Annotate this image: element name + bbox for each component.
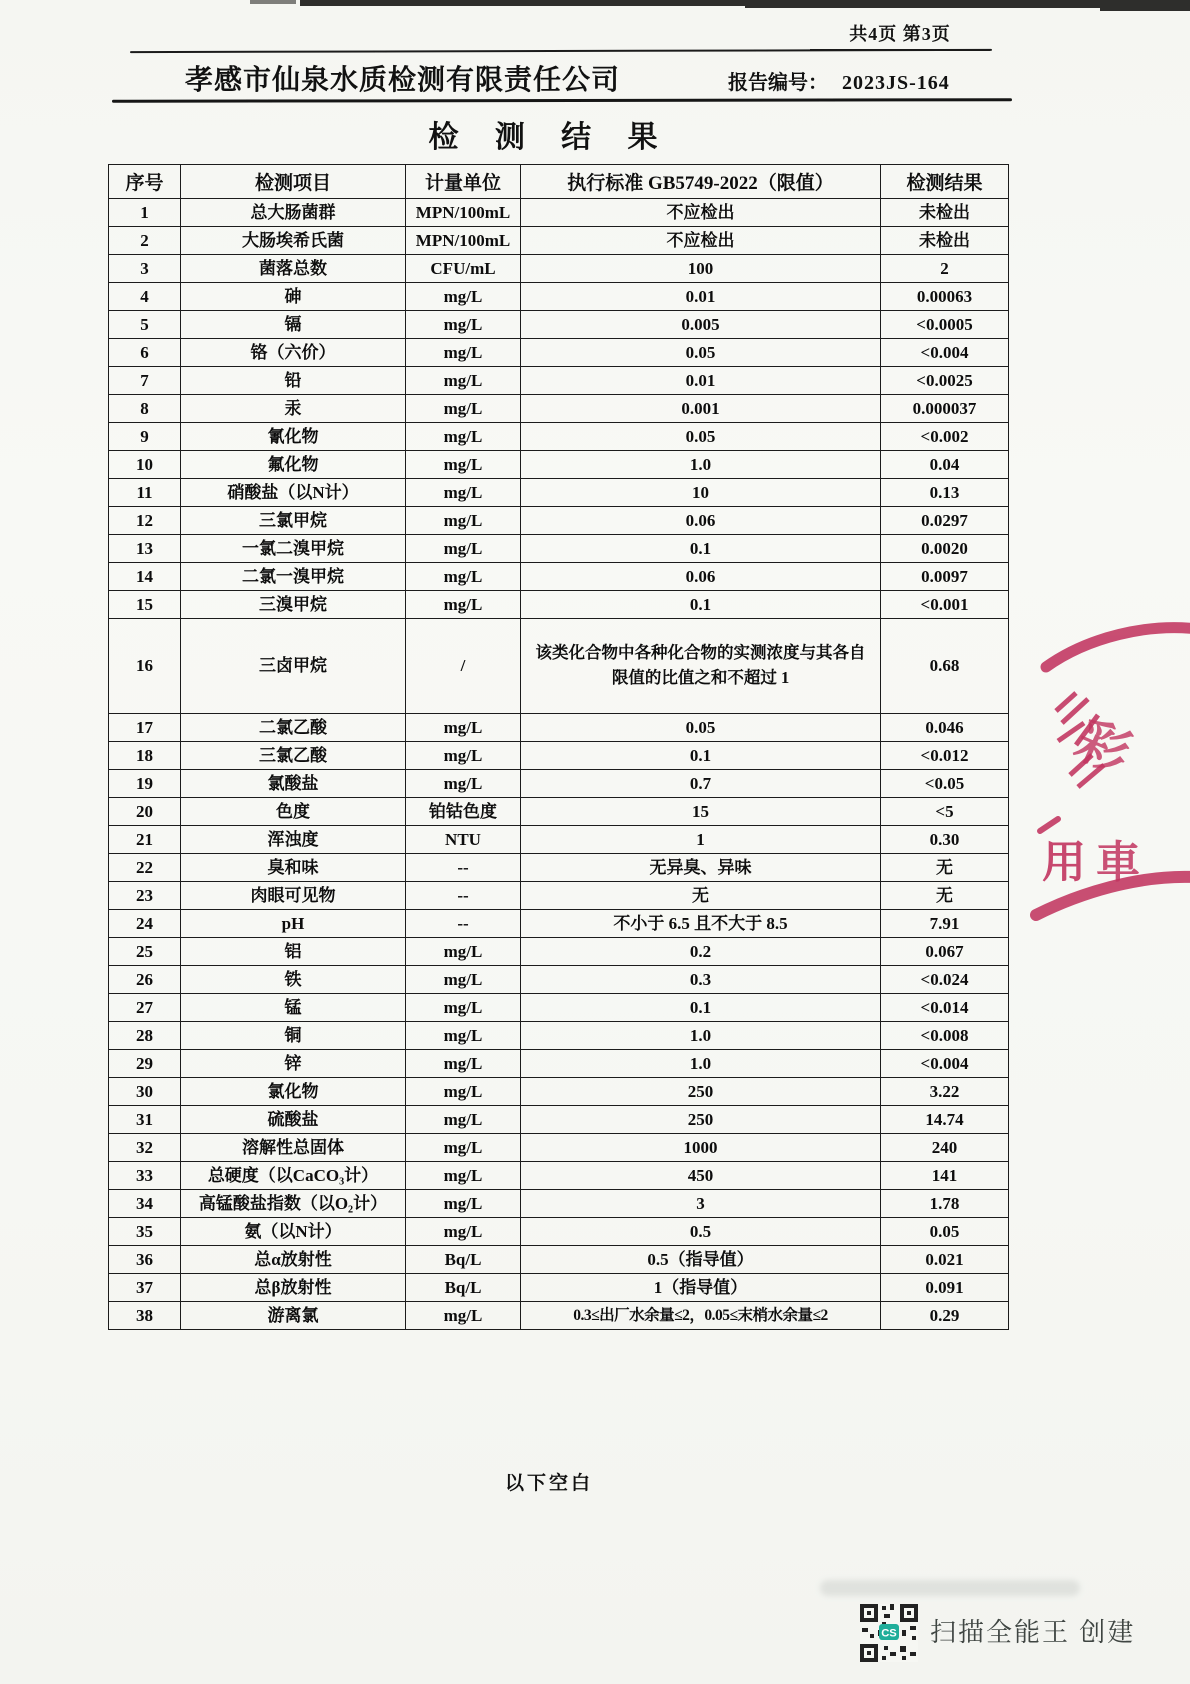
cell-seq: 4 <box>109 283 181 311</box>
cell-unit: mg/L <box>406 367 521 395</box>
cell-seq: 36 <box>109 1246 181 1274</box>
cell-result: 0.091 <box>881 1274 1009 1302</box>
cell-seq: 23 <box>109 882 181 910</box>
cell-standard: 0.05 <box>521 714 881 742</box>
table-row <box>109 535 1009 563</box>
cell-unit: mg/L <box>406 507 521 535</box>
cell-result: 无 <box>881 854 1009 882</box>
cell-result: 0.046 <box>881 714 1009 742</box>
cell-standard: 0.1 <box>521 994 881 1022</box>
cell-seq: 21 <box>109 826 181 854</box>
cell-seq: 29 <box>109 1050 181 1078</box>
scan-smudge <box>820 1580 1080 1596</box>
cell-standard: 无异臭、异味 <box>521 854 881 882</box>
below-blank-note: 以下空白 <box>505 1473 594 1494</box>
cell-seq: 30 <box>109 1078 181 1106</box>
cell-item: 总大肠菌群 <box>181 199 406 227</box>
cell-item: 大肠埃希氏菌 <box>181 227 406 255</box>
cell-seq: 11 <box>109 479 181 507</box>
cell-standard: 0.001 <box>521 395 881 423</box>
table-row <box>109 1274 1009 1302</box>
cell-standard: 0.5（指导值） <box>521 1246 881 1274</box>
col-header-result: 检测结果 <box>881 165 1009 199</box>
cell-unit: Bq/L <box>406 1274 521 1302</box>
cell-standard: 1000 <box>521 1134 881 1162</box>
cell-result: 无 <box>881 882 1009 910</box>
scan-artifact <box>300 0 750 6</box>
cell-seq: 19 <box>109 770 181 798</box>
cell-item: 肉眼可见物 <box>181 882 406 910</box>
cell-standard: 0.01 <box>521 367 881 395</box>
cell-seq: 3 <box>109 255 181 283</box>
table-row <box>109 1134 1009 1162</box>
cell-result: <0.012 <box>881 742 1009 770</box>
page-title: 检 测 结 果 <box>428 121 672 154</box>
cell-unit: mg/L <box>406 311 521 339</box>
cell-unit: mg/L <box>406 283 521 311</box>
cell-standard: 15 <box>521 798 881 826</box>
cell-result: <0.004 <box>881 339 1009 367</box>
cell-standard: 0.3 <box>521 966 881 994</box>
cell-result: 0.13 <box>881 479 1009 507</box>
table-row <box>109 1078 1009 1106</box>
cell-seq: 38 <box>109 1302 181 1330</box>
table-row <box>109 910 1009 938</box>
col-header-standard: 执行标准 GB5749-2022（限值） <box>521 165 881 199</box>
cell-seq: 1 <box>109 199 181 227</box>
cell-item: 三卤甲烷 <box>181 619 406 714</box>
cell-item: 菌落总数 <box>181 255 406 283</box>
cell-result: <0.0005 <box>881 311 1009 339</box>
cell-item: 铅 <box>181 367 406 395</box>
cell-item: 一氯二溴甲烷 <box>181 535 406 563</box>
cell-seq: 27 <box>109 994 181 1022</box>
cell-unit: mg/L <box>406 1050 521 1078</box>
cell-seq: 7 <box>109 367 181 395</box>
qr-code-icon <box>860 1604 918 1662</box>
cell-seq: 15 <box>109 591 181 619</box>
cell-unit: mg/L <box>406 479 521 507</box>
cell-seq: 25 <box>109 938 181 966</box>
cell-item: 游离氯 <box>181 1302 406 1330</box>
cell-item: 二氯一溴甲烷 <box>181 563 406 591</box>
cell-result: <0.014 <box>881 994 1009 1022</box>
svg-text:彩: 彩 <box>1067 710 1139 785</box>
cell-item: 硫酸盐 <box>181 1106 406 1134</box>
cell-result: <0.0025 <box>881 367 1009 395</box>
cell-item: 色度 <box>181 798 406 826</box>
cell-item: 氯化物 <box>181 1078 406 1106</box>
cell-seq: 20 <box>109 798 181 826</box>
table-row <box>109 994 1009 1022</box>
cell-standard: 0.5 <box>521 1218 881 1246</box>
col-header-unit: 计量单位 <box>406 165 521 199</box>
table-row <box>109 255 1009 283</box>
cell-result: 0.30 <box>881 826 1009 854</box>
cell-result: 0.0020 <box>881 535 1009 563</box>
table-row <box>109 283 1009 311</box>
cell-unit: -- <box>406 910 521 938</box>
cell-result: 14.74 <box>881 1106 1009 1134</box>
cell-standard: 0.3≤出厂水余量≤2，0.05≤末梢水余量≤2 <box>521 1302 881 1330</box>
cell-seq: 6 <box>109 339 181 367</box>
cell-seq: 26 <box>109 966 181 994</box>
cell-item: 砷 <box>181 283 406 311</box>
cell-unit: mg/L <box>406 423 521 451</box>
cell-seq: 24 <box>109 910 181 938</box>
cell-standard: 不应检出 <box>521 199 881 227</box>
cell-unit: / <box>406 619 521 714</box>
cell-unit: mg/L <box>406 1134 521 1162</box>
table-row <box>109 619 1009 714</box>
cell-item: 溶解性总固体 <box>181 1134 406 1162</box>
cell-standard: 10 <box>521 479 881 507</box>
cell-standard: 3 <box>521 1190 881 1218</box>
cell-result: 0.00063 <box>881 283 1009 311</box>
cell-item: 总α放射性 <box>181 1246 406 1274</box>
cell-item: 氨（以N计） <box>181 1218 406 1246</box>
cell-standard: 1 <box>521 826 881 854</box>
cell-standard: 100 <box>521 255 881 283</box>
cell-seq: 9 <box>109 423 181 451</box>
cell-result: <5 <box>881 798 1009 826</box>
table-row <box>109 395 1009 423</box>
table-row <box>109 882 1009 910</box>
cell-standard: 0.06 <box>521 507 881 535</box>
cell-unit: CFU/mL <box>406 255 521 283</box>
cell-result: <0.05 <box>881 770 1009 798</box>
cell-item: 臭和味 <box>181 854 406 882</box>
cell-item: 高锰酸盐指数（以O₂计） <box>181 1190 406 1218</box>
cell-result: 3.22 <box>881 1078 1009 1106</box>
cell-item: 氰化物 <box>181 423 406 451</box>
cell-standard: 0.06 <box>521 563 881 591</box>
cell-item: 铬（六价） <box>181 339 406 367</box>
cell-unit: mg/L <box>406 770 521 798</box>
cell-seq: 17 <box>109 714 181 742</box>
svg-text:車: 車 <box>1096 838 1140 887</box>
cell-result: 1.78 <box>881 1190 1009 1218</box>
table-row <box>109 479 1009 507</box>
cell-result: 7.91 <box>881 910 1009 938</box>
cell-unit: mg/L <box>406 1190 521 1218</box>
table-row <box>109 854 1009 882</box>
report-number-label: 报告编号： <box>728 72 828 94</box>
cell-standard: 不应检出 <box>521 227 881 255</box>
table-row <box>109 423 1009 451</box>
cell-result: <0.024 <box>881 966 1009 994</box>
cell-result: 0.05 <box>881 1218 1009 1246</box>
cell-unit: 铂钴色度 <box>406 798 521 826</box>
table-row <box>109 591 1009 619</box>
cell-standard: 1.0 <box>521 1050 881 1078</box>
cell-result: <0.004 <box>881 1050 1009 1078</box>
cell-standard: 1（指导值） <box>521 1274 881 1302</box>
cell-item: 总硬度（以CaCO₃计） <box>181 1162 406 1190</box>
cell-item: 汞 <box>181 395 406 423</box>
cell-result: 141 <box>881 1162 1009 1190</box>
cell-unit: mg/L <box>406 1218 521 1246</box>
cell-unit: mg/L <box>406 591 521 619</box>
header-rule-top <box>130 49 992 53</box>
cell-seq: 22 <box>109 854 181 882</box>
cell-unit: mg/L <box>406 1106 521 1134</box>
qr-logo-text: CS <box>881 1627 897 1640</box>
cell-seq: 2 <box>109 227 181 255</box>
scanner-credit: 扫描全能王 创建 <box>930 1617 1136 1647</box>
cell-result: 未检出 <box>881 227 1009 255</box>
cell-standard: 0.1 <box>521 742 881 770</box>
report-number-value: 2023JS-164 <box>842 72 950 94</box>
table-row <box>109 339 1009 367</box>
cell-standard: 0.7 <box>521 770 881 798</box>
table-row <box>109 367 1009 395</box>
cell-result: 0.0297 <box>881 507 1009 535</box>
cell-result: 0.021 <box>881 1246 1009 1274</box>
cell-item: 氟化物 <box>181 451 406 479</box>
table-row <box>109 1022 1009 1050</box>
cell-unit: mg/L <box>406 535 521 563</box>
cell-standard: 0.05 <box>521 423 881 451</box>
table-row <box>109 966 1009 994</box>
cell-seq: 34 <box>109 1190 181 1218</box>
table-row <box>109 1218 1009 1246</box>
cell-item: 铝 <box>181 938 406 966</box>
cell-standard: 0.05 <box>521 339 881 367</box>
cell-item: 氯酸盐 <box>181 770 406 798</box>
cell-item: 锰 <box>181 994 406 1022</box>
table-row <box>109 1302 1009 1330</box>
cell-unit: mg/L <box>406 1022 521 1050</box>
cell-unit: MPN/100mL <box>406 199 521 227</box>
cell-standard: 1.0 <box>521 1022 881 1050</box>
cell-item: 三溴甲烷 <box>181 591 406 619</box>
cell-unit: NTU <box>406 826 521 854</box>
cell-seq: 16 <box>109 619 181 714</box>
cell-result: 0.000037 <box>881 395 1009 423</box>
cell-item: 三氯乙酸 <box>181 742 406 770</box>
cell-standard: 250 <box>521 1078 881 1106</box>
table-row <box>109 1162 1009 1190</box>
page-indicator: 共4页 第3页 <box>810 20 990 51</box>
col-header-item: 检测项目 <box>181 165 406 199</box>
cell-item: 硝酸盐（以N计） <box>181 479 406 507</box>
cell-seq: 8 <box>109 395 181 423</box>
table-row <box>109 451 1009 479</box>
company-name: 孝感市仙泉水质检测有限责任公司 <box>185 64 621 95</box>
cell-unit: mg/L <box>406 395 521 423</box>
cell-seq: 12 <box>109 507 181 535</box>
cell-item: 锌 <box>181 1050 406 1078</box>
table-body <box>109 199 1009 1330</box>
cell-seq: 18 <box>109 742 181 770</box>
cell-unit: mg/L <box>406 742 521 770</box>
table-row <box>109 311 1009 339</box>
cell-standard: 不小于 6.5 且不大于 8.5 <box>521 910 881 938</box>
cell-unit: mg/L <box>406 1078 521 1106</box>
table-row <box>109 507 1009 535</box>
cell-seq: 13 <box>109 535 181 563</box>
cell-unit: mg/L <box>406 966 521 994</box>
red-stamp <box>1018 615 1190 925</box>
table-row <box>109 227 1009 255</box>
table-header-row <box>109 165 1009 199</box>
cell-unit: mg/L <box>406 563 521 591</box>
stamp-fragment-char: 用 <box>1042 838 1086 887</box>
cell-item: 镉 <box>181 311 406 339</box>
cell-unit: Bq/L <box>406 1246 521 1274</box>
cell-standard: 0.01 <box>521 283 881 311</box>
cell-result: 0.68 <box>881 619 1009 714</box>
cell-result: 0.29 <box>881 1302 1009 1330</box>
cell-seq: 33 <box>109 1162 181 1190</box>
table-row <box>109 563 1009 591</box>
cell-seq: 5 <box>109 311 181 339</box>
cell-seq: 10 <box>109 451 181 479</box>
table-row <box>109 938 1009 966</box>
cell-standard: 0.1 <box>521 535 881 563</box>
cell-item: 铁 <box>181 966 406 994</box>
cell-item: pH <box>181 910 406 938</box>
cell-unit: mg/L <box>406 714 521 742</box>
cell-unit: mg/L <box>406 1302 521 1330</box>
cell-result: 0.0097 <box>881 563 1009 591</box>
cell-result: 240 <box>881 1134 1009 1162</box>
table-row <box>109 1050 1009 1078</box>
cell-unit: mg/L <box>406 1162 521 1190</box>
cell-seq: 32 <box>109 1134 181 1162</box>
cell-result: 0.04 <box>881 451 1009 479</box>
cell-item: 总β放射性 <box>181 1274 406 1302</box>
cell-result: 未检出 <box>881 199 1009 227</box>
cell-standard: 0.1 <box>521 591 881 619</box>
table-row <box>109 714 1009 742</box>
cell-unit: MPN/100mL <box>406 227 521 255</box>
cell-seq: 14 <box>109 563 181 591</box>
cell-result: <0.001 <box>881 591 1009 619</box>
table-row <box>109 742 1009 770</box>
cell-result: 2 <box>881 255 1009 283</box>
cell-standard: 250 <box>521 1106 881 1134</box>
cell-unit: mg/L <box>406 339 521 367</box>
col-header-seq: 序号 <box>109 165 181 199</box>
header-rule-bottom <box>112 98 1012 103</box>
cell-seq: 37 <box>109 1274 181 1302</box>
cell-standard: 0.2 <box>521 938 881 966</box>
cell-standard: 0.005 <box>521 311 881 339</box>
table-row <box>109 826 1009 854</box>
cell-item: 铜 <box>181 1022 406 1050</box>
table-row <box>109 1106 1009 1134</box>
cell-unit: -- <box>406 854 521 882</box>
cell-result: 0.067 <box>881 938 1009 966</box>
table-row <box>109 199 1009 227</box>
cell-seq: 35 <box>109 1218 181 1246</box>
table-row <box>109 1190 1009 1218</box>
results-table <box>108 164 1009 1330</box>
scan-artifact <box>250 0 296 4</box>
report-number <box>728 66 950 95</box>
cell-item: 二氯乙酸 <box>181 714 406 742</box>
cell-unit: mg/L <box>406 994 521 1022</box>
cell-result: <0.002 <box>881 423 1009 451</box>
cell-standard: 无 <box>521 882 881 910</box>
table-row <box>109 1246 1009 1274</box>
cell-standard: 该类化合物中各种化合物的实测浓度与其各自限值的比值之和不超过 1 <box>521 619 881 714</box>
cell-item: 浑浊度 <box>181 826 406 854</box>
cell-seq: 31 <box>109 1106 181 1134</box>
cell-result: <0.008 <box>881 1022 1009 1050</box>
cell-standard: 1.0 <box>521 451 881 479</box>
cell-seq: 28 <box>109 1022 181 1050</box>
cell-unit: -- <box>406 882 521 910</box>
scan-artifact <box>745 0 1105 8</box>
table-row <box>109 770 1009 798</box>
cell-standard: 450 <box>521 1162 881 1190</box>
scan-artifact <box>1100 0 1190 11</box>
cell-item: 三氯甲烷 <box>181 507 406 535</box>
table-row <box>109 798 1009 826</box>
cell-unit: mg/L <box>406 938 521 966</box>
cell-unit: mg/L <box>406 451 521 479</box>
